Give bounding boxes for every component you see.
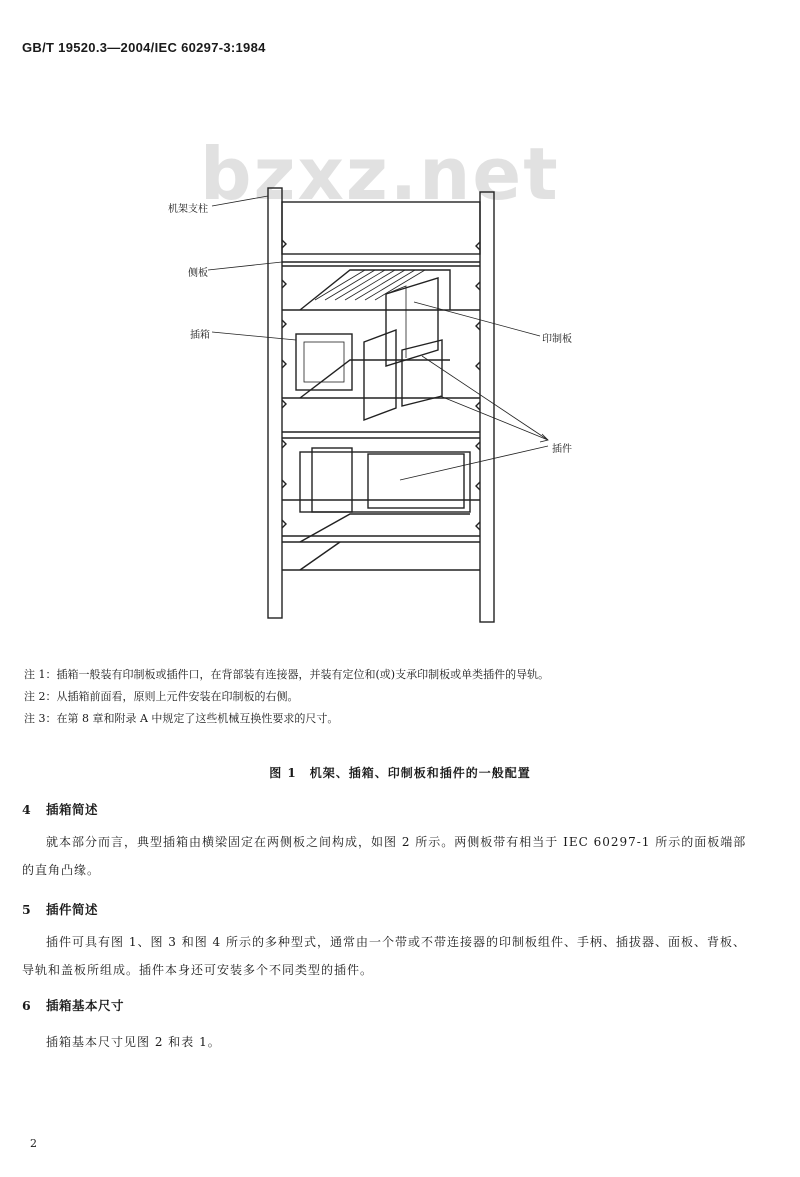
figure-caption: 图 1 机架、插箱、印制板和插件的一般配置: [269, 766, 531, 780]
label-subrack: 插箱: [190, 330, 210, 341]
section-4-title: 插箱简述: [46, 802, 99, 817]
note-1: 注 1：插箱一般装有印制板或插件口，在背部装有连接器，并装有定位和(或)支承印制板或单类插件的导轨。: [24, 668, 550, 681]
section-6-body: 插箱基本尺寸见图 2 和表 1。: [46, 1035, 221, 1049]
label-rack-post: 机架支柱: [168, 204, 208, 215]
watermark: bzxz.net: [200, 132, 560, 216]
plugin-upper-1: [364, 330, 396, 420]
section-5-heading: [22, 900, 98, 918]
top-panel: [282, 202, 480, 254]
section-4-body: 就本部分而言，典型插箱由横梁固定在两侧板之间构成，如图 2 所示。两侧板带有相当于 IEC 60297-1 所示的面板端部的直角凸缘。: [22, 835, 747, 877]
section-5-title: 插件简述: [46, 902, 99, 917]
section-6-number: 6: [22, 998, 32, 1013]
figure-rack-diagram: [150, 170, 630, 630]
lower-subrack: [300, 452, 470, 512]
right-rack-post: [480, 192, 494, 622]
left-rack-post: [268, 188, 282, 618]
section-5-body: 插件可具有图 1、图 3 和图 4 所示的多种型式，通常由一个带或不带连接器的印制板组件、手柄、插拔器、面板、背板、导轨和盖板所组成。插件本身还可安装多个不同类型的插件。: [22, 935, 746, 977]
label-pcb: 印制板: [542, 334, 572, 345]
section-6-title: 插箱基本尺寸: [46, 998, 125, 1013]
page-number: 2: [30, 1137, 37, 1150]
label-plugin: 插件: [552, 444, 572, 455]
rack-drawing: [150, 170, 630, 630]
standard-header: GB/T 19520.3—2004/IEC 60297-3:1984: [22, 40, 266, 55]
section-4-heading: [22, 800, 98, 818]
note-3: 注 3：在第 8 章和附录 A 中规定了这些机械互换性要求的尺寸。: [24, 712, 339, 725]
figure-notes: [24, 664, 784, 730]
note-2: 注 2：从插箱前面看，原则上元件安装在印制板的右侧。: [24, 690, 299, 703]
section-6-heading: [22, 996, 124, 1014]
section-4-number: 4: [22, 802, 32, 817]
section-5-number: 5: [22, 902, 32, 917]
plugin-lower-1: [312, 448, 352, 512]
label-side-plate: 侧板: [188, 268, 208, 279]
